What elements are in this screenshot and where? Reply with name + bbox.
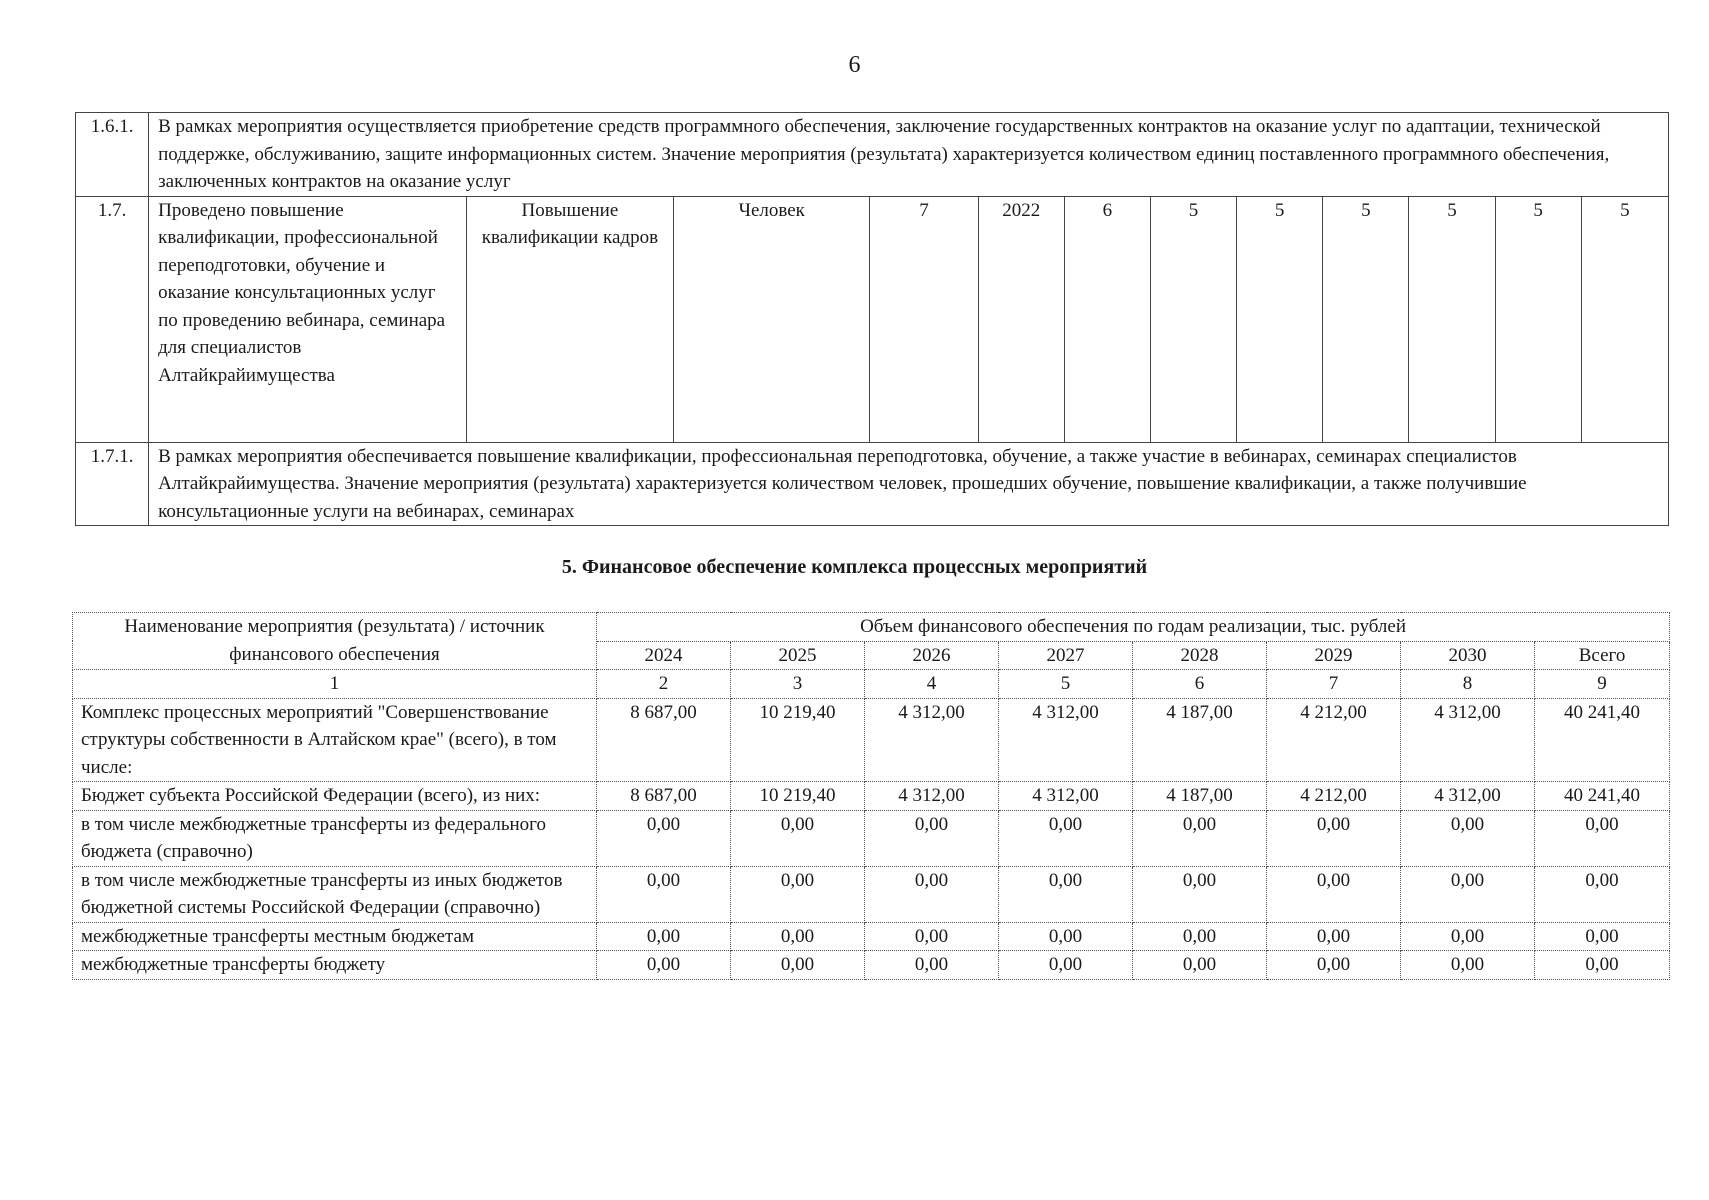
amount-cell: 0,00 xyxy=(597,866,731,922)
year-header: 2025 xyxy=(731,641,865,670)
column-number: 4 xyxy=(865,670,999,699)
amount-cell: 0,00 xyxy=(1401,951,1535,980)
amount-cell: 0,00 xyxy=(1535,922,1670,951)
finance-table-body xyxy=(73,698,1670,979)
amount-cell: 0,00 xyxy=(597,922,731,951)
row-name: в том числе межбюджетные трансферты из иных бюджетов бюджетной системы Российской Федерации (справочно) xyxy=(73,866,597,922)
amount-cell: 8 687,00 xyxy=(597,698,731,782)
column-number: 6 xyxy=(1133,670,1267,699)
table-row xyxy=(73,866,1670,922)
amount-cell: 0,00 xyxy=(731,866,865,922)
measure-type: Повышение квалификации кадров xyxy=(466,196,673,442)
amount-cell: 0,00 xyxy=(597,810,731,866)
table-row xyxy=(73,698,1670,782)
amount-cell: 4 212,00 xyxy=(1267,782,1401,811)
amount-cell: 0,00 xyxy=(1133,951,1267,980)
row-name: межбюджетные трансферты местным бюджетам xyxy=(73,922,597,951)
section-title: 5. Финансовое обеспечение комплекса процессных мероприятий xyxy=(561,556,1148,578)
amount-cell: 0,00 xyxy=(1267,922,1401,951)
amount-cell: 4 312,00 xyxy=(999,782,1133,811)
amount-cell: 0,00 xyxy=(999,866,1133,922)
amount-cell: 4 187,00 xyxy=(1133,698,1267,782)
row-code: 1.6.1. xyxy=(76,113,149,197)
amount-cell: 0,00 xyxy=(999,951,1133,980)
header-volume: Объем финансового обеспечения по годам реализации, тыс. рублей xyxy=(597,613,1670,642)
table-row xyxy=(73,782,1670,811)
column-number: 3 xyxy=(731,670,865,699)
row-name: в том числе межбюджетные трансферты из федерального бюджета (справочно) xyxy=(73,810,597,866)
base-year: 2022 xyxy=(978,196,1064,442)
year-header: 2030 xyxy=(1401,641,1535,670)
measure-unit: Человек xyxy=(674,196,870,442)
amount-cell: 4 312,00 xyxy=(865,782,999,811)
year-header: 2029 xyxy=(1267,641,1401,670)
amount-cell: 0,00 xyxy=(1401,922,1535,951)
year-value: 6 xyxy=(1064,196,1150,442)
amount-cell: 0,00 xyxy=(865,951,999,980)
year-value: 5 xyxy=(1237,196,1323,442)
amount-cell: 4 312,00 xyxy=(865,698,999,782)
row-name: Комплекс процессных мероприятий "Совершенствование структуры собственности в Алтайском крае" (всего), в том числе: xyxy=(73,698,597,782)
table-row xyxy=(73,922,1670,951)
amount-cell: 4 312,00 xyxy=(999,698,1133,782)
amount-cell: 0,00 xyxy=(1401,866,1535,922)
amount-cell: 0,00 xyxy=(1267,951,1401,980)
amount-cell: 40 241,40 xyxy=(1535,698,1670,782)
column-number: 8 xyxy=(1401,670,1535,699)
year-header: Всего xyxy=(1535,641,1670,670)
year-value: 5 xyxy=(1323,196,1409,442)
base-value: 7 xyxy=(870,196,978,442)
amount-cell: 0,00 xyxy=(1133,810,1267,866)
finance-table xyxy=(72,612,1670,980)
year-value: 5 xyxy=(1150,196,1236,442)
table-row xyxy=(76,442,1669,526)
amount-cell: 0,00 xyxy=(1267,810,1401,866)
header-name: Наименование мероприятия (результата) / источник финансового обеспечения xyxy=(73,613,597,670)
amount-cell: 0,00 xyxy=(1267,866,1401,922)
column-number: 9 xyxy=(1535,670,1670,699)
table-row xyxy=(76,113,1669,197)
amount-cell: 8 687,00 xyxy=(597,782,731,811)
measure-name: Проведено повышение квалификации, профессиональной переподготовки, обучение и оказание консультационных услуг по проведению вебинара, семинара для специалистов Алтайкрайимущества xyxy=(149,196,467,442)
amount-cell: 4 312,00 xyxy=(1401,698,1535,782)
amount-cell: 0,00 xyxy=(1133,922,1267,951)
amount-cell: 0,00 xyxy=(865,866,999,922)
amount-cell: 40 241,40 xyxy=(1535,782,1670,811)
amount-cell: 0,00 xyxy=(865,810,999,866)
row-description: В рамках мероприятия обеспечивается повышение квалификации, профессиональная переподготовка, обучение, а также участие в вебинарах, семинарах специалистов Алтайкрайимущества. Значение мероприятия (результата) характеризуется количеством человек, прошедших обучение, повышение квалификации, а также получившие консультационные услуги на вебинарах, семинарах xyxy=(149,442,1669,526)
measures-table xyxy=(75,112,1669,526)
amount-cell: 0,00 xyxy=(1133,866,1267,922)
column-number: 2 xyxy=(597,670,731,699)
column-number: 5 xyxy=(999,670,1133,699)
amount-cell: 4 312,00 xyxy=(1401,782,1535,811)
year-header: 2026 xyxy=(865,641,999,670)
row-description: В рамках мероприятия осуществляется приобретение средств программного обеспечения, заключение государственных контрактов на оказание услуг по адаптации, технической поддержке, обслуживанию, защите информационных систем. Значение мероприятия (результата) характеризуется количеством единиц поставленного программного обеспечения, заключенных контрактов на оказание услуг xyxy=(149,113,1669,197)
amount-cell: 0,00 xyxy=(731,951,865,980)
table-row xyxy=(73,951,1670,980)
year-header: 2028 xyxy=(1133,641,1267,670)
row-code: 1.7.1. xyxy=(76,442,149,526)
amount-cell: 0,00 xyxy=(731,922,865,951)
amount-cell: 0,00 xyxy=(597,951,731,980)
year-value: 5 xyxy=(1409,196,1495,442)
table-header-row xyxy=(73,613,1670,642)
amount-cell: 0,00 xyxy=(999,810,1133,866)
column-number: 7 xyxy=(1267,670,1401,699)
amount-cell: 4 212,00 xyxy=(1267,698,1401,782)
amount-cell: 0,00 xyxy=(1401,810,1535,866)
table-row xyxy=(76,196,1669,442)
amount-cell: 0,00 xyxy=(1535,810,1670,866)
amount-cell: 10 219,40 xyxy=(731,698,865,782)
year-value: 5 xyxy=(1581,196,1668,442)
amount-cell: 10 219,40 xyxy=(731,782,865,811)
year-value: 5 xyxy=(1495,196,1581,442)
amount-cell: 4 187,00 xyxy=(1133,782,1267,811)
row-name: межбюджетные трансферты бюджету xyxy=(73,951,597,980)
column-number-row xyxy=(73,670,1670,699)
amount-cell: 0,00 xyxy=(1535,866,1670,922)
amount-cell: 0,00 xyxy=(999,922,1133,951)
row-name: Бюджет субъекта Российской Федерации (всего), из них: xyxy=(73,782,597,811)
amount-cell: 0,00 xyxy=(865,922,999,951)
year-header: 2027 xyxy=(999,641,1133,670)
year-header: 2024 xyxy=(597,641,731,670)
page-number: 6 xyxy=(848,52,861,78)
amount-cell: 0,00 xyxy=(731,810,865,866)
column-number: 1 xyxy=(73,670,597,699)
amount-cell: 0,00 xyxy=(1535,951,1670,980)
table-row xyxy=(73,810,1670,866)
row-code: 1.7. xyxy=(76,196,149,442)
